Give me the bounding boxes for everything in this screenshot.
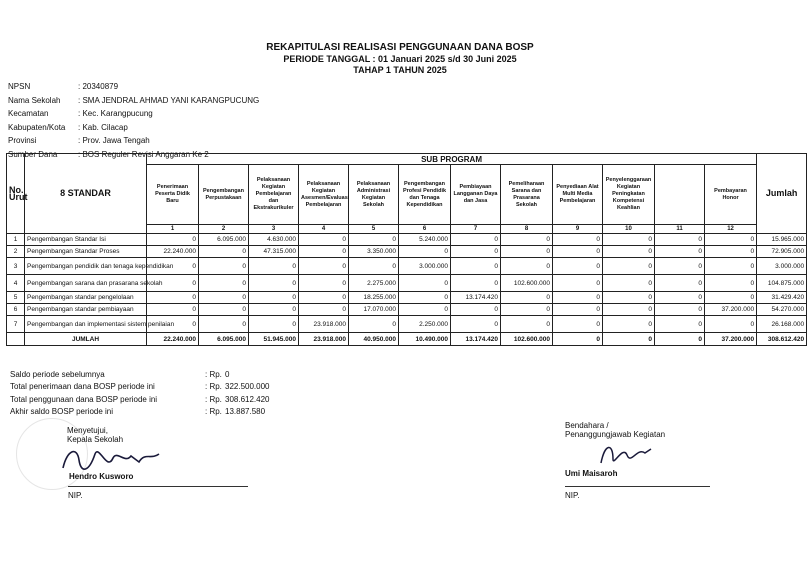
- column-header: Penerimaan Peserta Didik Baru: [147, 165, 199, 225]
- amount-cell: 0: [451, 275, 501, 292]
- summary-row: [10, 406, 315, 419]
- amount-cell: 2.275.000: [349, 275, 399, 292]
- treasurer-nip: NIP.: [565, 491, 580, 500]
- amount-cell: 22.240.000: [147, 246, 199, 258]
- summary-rp: : Rp.: [205, 369, 222, 379]
- amount-cell: 0: [299, 258, 349, 275]
- table-body: [7, 234, 807, 346]
- amount-cell: 0: [399, 275, 451, 292]
- column-header: Pembiayaan Langganan Daya dan Jasa: [451, 165, 501, 225]
- no-header: No. Urut: [7, 154, 25, 234]
- summary-label: Total penggunaan dana BOSP periode ini: [10, 394, 158, 404]
- total-header: Jumlah: [757, 154, 807, 234]
- amount-cell: 6.095.000: [199, 234, 249, 246]
- amount-cell: 0: [553, 246, 603, 258]
- amount-cell: 4.630.000: [249, 234, 299, 246]
- column-number: 12: [705, 225, 757, 234]
- info-row: [8, 80, 259, 94]
- amount-cell: 0: [705, 292, 757, 304]
- total-amount-cell: 6.095.000: [199, 333, 249, 346]
- row-number: 6: [7, 304, 25, 316]
- info-value: : SMA JENDRAL AHMAD YANI KARANGPUCUNG: [78, 95, 260, 105]
- standard-name: Pengembangan standar pembiayaan: [25, 304, 147, 316]
- total-row-blank: [7, 333, 25, 346]
- info-label: Kabupaten/Kota: [8, 122, 66, 132]
- amount-cell: 3.000.000: [399, 258, 451, 275]
- amount-cell: 37.200.000: [705, 304, 757, 316]
- amount-cell: 0: [451, 316, 501, 333]
- amount-cell: 0: [603, 292, 655, 304]
- amount-cell: 0: [249, 275, 299, 292]
- amount-cell: 0: [655, 246, 705, 258]
- treasurer-title: Bendahara /: [565, 421, 609, 430]
- total-amount-cell: 0: [553, 333, 603, 346]
- info-value: : Prov. Jawa Tengah: [78, 136, 150, 146]
- signature-block-principal: [55, 426, 165, 481]
- amount-cell: 0: [553, 275, 603, 292]
- grand-total: 308.612.420: [757, 333, 807, 346]
- column-number: 3: [249, 225, 299, 234]
- signature-line: [68, 486, 248, 487]
- row-number: 7: [7, 316, 25, 333]
- summary-row: [10, 393, 315, 406]
- standard-name: Pengembangan pendidik dan tenaga kependidikan: [25, 258, 147, 275]
- amount-cell: 0: [553, 304, 603, 316]
- standard-name: Pengembangan Standar Proses: [25, 246, 147, 258]
- summary-rp: : Rp.: [205, 407, 222, 417]
- amount-cell: 13.174.420: [451, 292, 501, 304]
- row-number: 3: [7, 258, 25, 275]
- row-number: 1: [7, 234, 25, 246]
- column-number: 6: [399, 225, 451, 234]
- summary-row: [10, 368, 315, 381]
- report-title: REKAPITULASI REALISASI PENGGUNAAN DANA BOSP: [266, 42, 534, 53]
- info-value: : Kec. Karangpucung: [78, 109, 153, 119]
- total-amount-cell: 37.200.000: [705, 333, 757, 346]
- table-row: [7, 304, 807, 316]
- standard-name: Pengembangan dan implementasi sistem penilaian: [25, 316, 147, 333]
- summary-rp: : Rp.: [205, 394, 222, 404]
- standard-header: 8 STANDAR: [25, 154, 147, 234]
- info-value: : BOS Reguler Revisi Anggaran Ke 2: [78, 149, 209, 159]
- info-label: Provinsi: [8, 136, 37, 146]
- total-amount-cell: 22.240.000: [147, 333, 199, 346]
- total-amount-cell: 13.174.420: [451, 333, 501, 346]
- row-total: 54.270.000: [757, 304, 807, 316]
- treasurer-role: Penanggungjawab Kegiatan: [565, 430, 666, 439]
- amount-cell: 0: [501, 304, 553, 316]
- amount-cell: 0: [553, 316, 603, 333]
- amount-cell: 0: [655, 316, 705, 333]
- treasurer-name: Umi Maisaroh: [565, 469, 618, 478]
- column-number: 1: [147, 225, 199, 234]
- standard-name: Pengembangan sarana dan prasarana sekolah: [25, 275, 147, 292]
- signature-line: [565, 486, 710, 487]
- column-number: 10: [603, 225, 655, 234]
- amount-cell: 0: [299, 246, 349, 258]
- info-row: [8, 94, 259, 108]
- row-total: 31.429.420: [757, 292, 807, 304]
- standard-name: Pengembangan standar pengelolaan: [25, 292, 147, 304]
- amount-cell: 0: [501, 246, 553, 258]
- amount-cell: 0: [451, 234, 501, 246]
- amount-cell: 0: [147, 292, 199, 304]
- amount-cell: 0: [249, 292, 299, 304]
- column-number: 2: [199, 225, 249, 234]
- amount-cell: 0: [705, 234, 757, 246]
- amount-cell: 0: [147, 304, 199, 316]
- amount-cell: 0: [249, 304, 299, 316]
- amount-cell: 0: [299, 292, 349, 304]
- amount-cell: 47.315.000: [249, 246, 299, 258]
- total-amount-cell: 23.918.000: [299, 333, 349, 346]
- amount-cell: 0: [299, 304, 349, 316]
- amount-cell: 0: [705, 246, 757, 258]
- amount-cell: 0: [705, 316, 757, 333]
- summary-value: 322.500.000: [225, 382, 270, 392]
- total-amount-cell: 0: [655, 333, 705, 346]
- summary-label: Saldo periode sebelumnya: [10, 369, 105, 379]
- amount-cell: 3.350.000: [349, 246, 399, 258]
- amount-cell: 0: [199, 304, 249, 316]
- column-number: 7: [451, 225, 501, 234]
- amount-cell: 0: [655, 304, 705, 316]
- signature-mark: [595, 439, 655, 469]
- standard-name: Pengembangan Standar Isi: [25, 234, 147, 246]
- info-row: [8, 121, 259, 135]
- amount-cell: 0: [603, 304, 655, 316]
- amount-cell: 0: [553, 234, 603, 246]
- amount-cell: 0: [147, 275, 199, 292]
- report-header: [0, 42, 800, 76]
- column-header: [655, 165, 705, 225]
- amount-cell: 2.250.000: [399, 316, 451, 333]
- total-amount-cell: 51.945.000: [249, 333, 299, 346]
- amount-cell: 0: [501, 292, 553, 304]
- total-amount-cell: 102.600.000: [501, 333, 553, 346]
- column-header: Pembayaran Honor: [705, 165, 757, 225]
- column-number: 11: [655, 225, 705, 234]
- info-row: [8, 134, 259, 148]
- amount-cell: 0: [603, 246, 655, 258]
- column-header: Pengembangan Profesi Pendidik dan Tenaga Kependidikan: [399, 165, 451, 225]
- amount-cell: 0: [655, 275, 705, 292]
- amount-cell: 0: [349, 258, 399, 275]
- column-number: 9: [553, 225, 603, 234]
- amount-cell: 0: [147, 258, 199, 275]
- info-label: Kecamatan: [8, 109, 49, 119]
- amount-cell: 23.918.000: [299, 316, 349, 333]
- amount-cell: 0: [603, 234, 655, 246]
- amount-cell: 0: [501, 316, 553, 333]
- amount-cell: 0: [655, 258, 705, 275]
- row-total: 15.965.000: [757, 234, 807, 246]
- summary-label: Akhir saldo BOSP periode ini: [10, 407, 114, 417]
- amount-cell: 17.070.000: [349, 304, 399, 316]
- summary-rp: : Rp.: [205, 382, 222, 392]
- amount-cell: 0: [199, 275, 249, 292]
- amount-cell: 0: [349, 234, 399, 246]
- summary-row: [10, 381, 315, 394]
- amount-cell: 0: [299, 234, 349, 246]
- total-amount-cell: 10.490.000: [399, 333, 451, 346]
- amount-cell: 0: [655, 292, 705, 304]
- amount-cell: 18.255.000: [349, 292, 399, 304]
- signature-mark: [55, 442, 165, 476]
- total-row: [7, 333, 807, 346]
- amount-cell: 0: [147, 316, 199, 333]
- table-row: [7, 316, 807, 333]
- amount-cell: 0: [603, 275, 655, 292]
- row-total: 104.875.000: [757, 275, 807, 292]
- amount-cell: 0: [501, 258, 553, 275]
- principal-nip: NIP.: [68, 491, 83, 500]
- amount-cell: 0: [553, 292, 603, 304]
- amount-cell: 0: [399, 292, 451, 304]
- sub-program-header: SUB PROGRAM: [147, 154, 757, 165]
- row-number: 5: [7, 292, 25, 304]
- column-number: 8: [501, 225, 553, 234]
- amount-cell: 102.600.000: [501, 275, 553, 292]
- amount-cell: 0: [603, 316, 655, 333]
- realization-table: [6, 153, 807, 346]
- total-amount-cell: 40.950.000: [349, 333, 399, 346]
- column-header: Pemeliharaan Sarana dan Prasarana Sekolah: [501, 165, 553, 225]
- amount-cell: 5.240.000: [399, 234, 451, 246]
- info-row: [8, 107, 259, 121]
- report-period: PERIODE TANGGAL : 01 Januari 2025 s/d 30 Juni 2025: [283, 54, 517, 64]
- amount-cell: 0: [199, 292, 249, 304]
- table-row: [7, 275, 807, 292]
- column-header: Pengembangan Perpustakaan: [199, 165, 249, 225]
- row-total: 3.000.000: [757, 258, 807, 275]
- amount-cell: 0: [553, 258, 603, 275]
- summary: [10, 368, 315, 418]
- amount-cell: 0: [249, 316, 299, 333]
- signer-name: Hendro Kusworo: [69, 472, 134, 481]
- amount-cell: 0: [451, 304, 501, 316]
- amount-cell: 0: [705, 275, 757, 292]
- signature-block-treasurer: [565, 421, 665, 478]
- table-row: [7, 234, 807, 246]
- school-info: [8, 80, 259, 161]
- total-amount-cell: 0: [603, 333, 655, 346]
- row-number: 2: [7, 246, 25, 258]
- report-stage: TAHAP 1 TAHUN 2025: [353, 65, 447, 75]
- column-number: 4: [299, 225, 349, 234]
- amount-cell: 0: [249, 258, 299, 275]
- amount-cell: 0: [451, 258, 501, 275]
- amount-cell: 0: [655, 234, 705, 246]
- amount-cell: 0: [399, 304, 451, 316]
- info-label: NPSN: [8, 82, 31, 92]
- info-value: : 20340879: [78, 82, 119, 92]
- column-header: Penyelenggaraan Kegiatan Peningkatan Kompetensi Keahlian: [603, 165, 655, 225]
- table-row: [7, 258, 807, 275]
- row-number: 4: [7, 275, 25, 292]
- amount-cell: 0: [199, 258, 249, 275]
- table-row: [7, 246, 807, 258]
- total-label: JUMLAH: [25, 333, 147, 346]
- row-total: 26.168.000: [757, 316, 807, 333]
- column-number: 5: [349, 225, 399, 234]
- column-header: Pelaksanaan Administrasi Kegiatan Sekolah: [349, 165, 399, 225]
- amount-cell: 0: [705, 258, 757, 275]
- info-label: Sumber Dana: [8, 149, 58, 159]
- info-value: : Kab. Cilacap: [78, 122, 128, 132]
- amount-cell: 0: [349, 316, 399, 333]
- summary-label: Total penerimaan dana BOSP periode ini: [10, 382, 155, 392]
- amount-cell: 0: [299, 275, 349, 292]
- amount-cell: 0: [399, 246, 451, 258]
- summary-value: 13.887.580: [225, 407, 266, 417]
- amount-cell: 0: [501, 234, 553, 246]
- approval-text: Menyetujui,: [67, 426, 108, 435]
- table-row: [7, 292, 807, 304]
- amount-cell: 0: [199, 246, 249, 258]
- signer-role: Kepala Sekolah: [67, 435, 124, 444]
- column-header: Penyediaan Alat Multi Media Pembelajaran: [553, 165, 603, 225]
- amount-cell: 0: [199, 316, 249, 333]
- column-header: Pelaksanaan Kegiatan Pembelajaran dan Ekstrakurikuler: [249, 165, 299, 225]
- row-total: 72.905.000: [757, 246, 807, 258]
- amount-cell: 0: [603, 258, 655, 275]
- column-header: Pelaksanaan Kegiatan Asesmen/Evaluasi Pembelajaran: [299, 165, 349, 225]
- amount-cell: 0: [147, 234, 199, 246]
- amount-cell: 0: [451, 246, 501, 258]
- info-label: Nama Sekolah: [8, 95, 61, 105]
- summary-value: 0: [225, 369, 230, 379]
- summary-value: 308.612.420: [225, 394, 270, 404]
